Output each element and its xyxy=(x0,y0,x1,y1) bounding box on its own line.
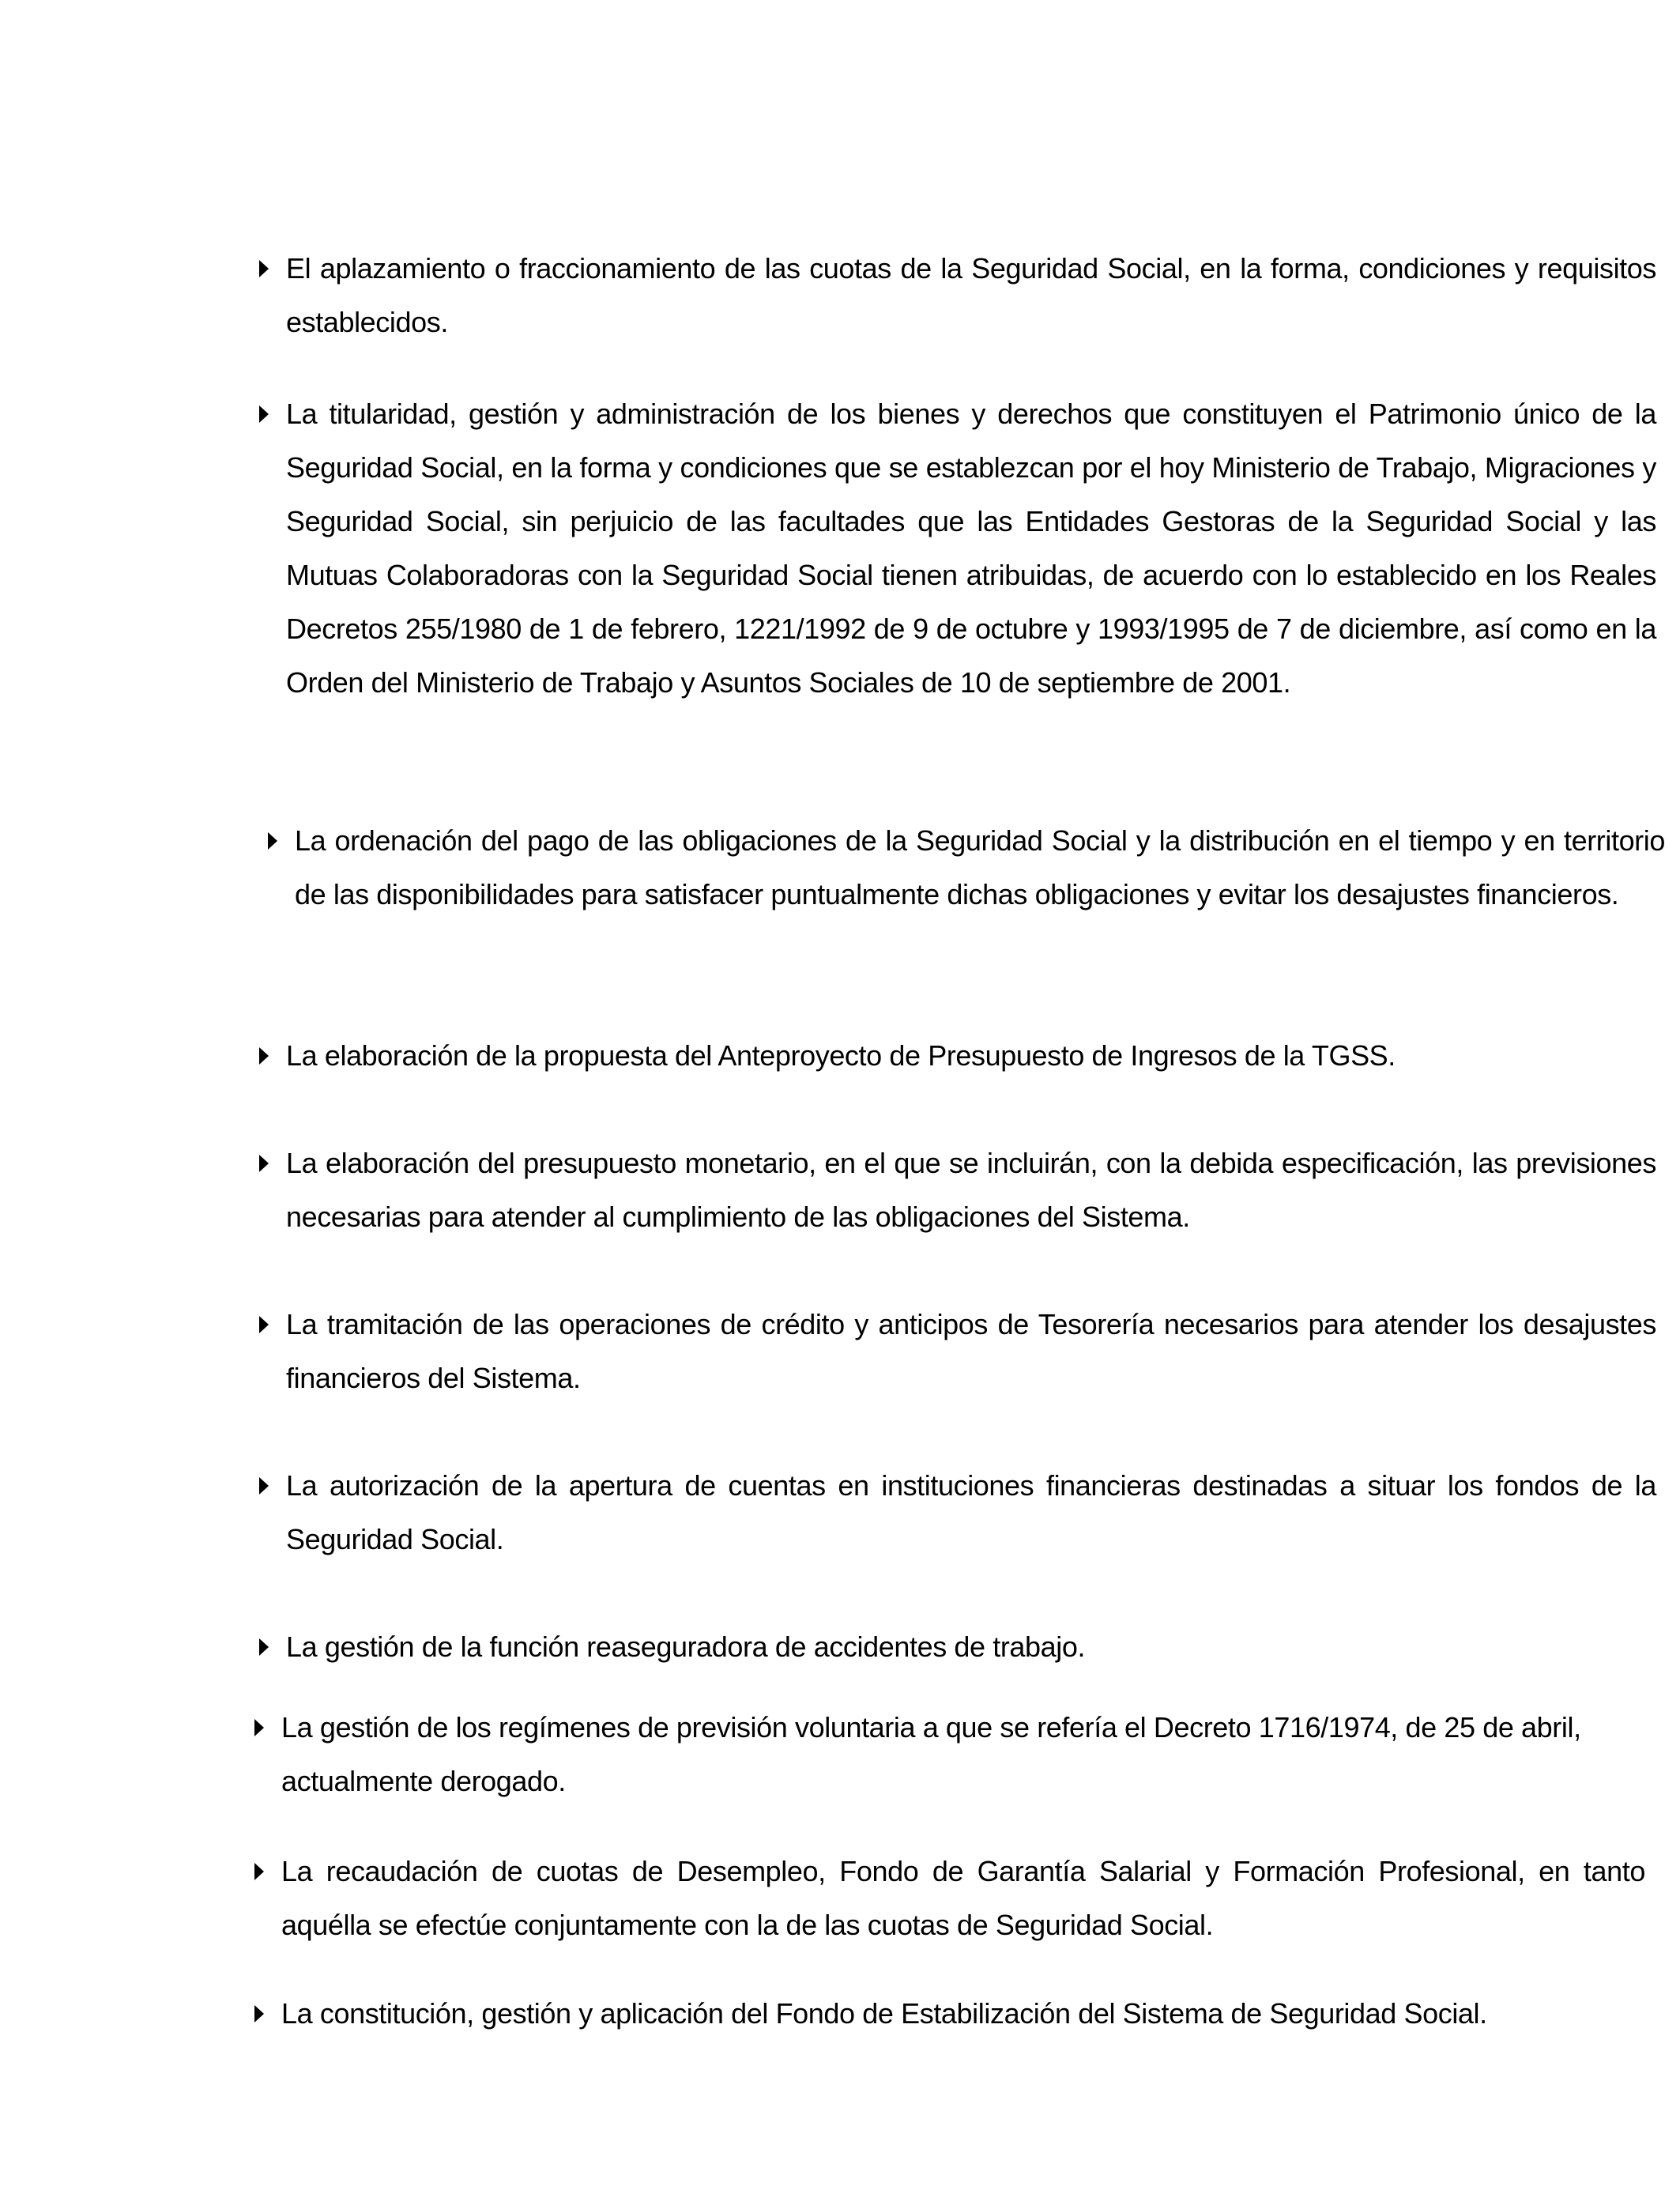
list-item-text: La ordenación del pago de las obligaciones de la Seguridad Social y la distribución en el tiempo y en territorio de las disponibilidades para satisfacer puntualmente dichas obligaciones y evitar los desajustes financieros. xyxy=(295,824,1665,910)
list-item-text: El aplazamiento o fraccionamiento de las cuotas de la Seguridad Social, en la forma, condiciones y requisitos establecidos. xyxy=(286,252,1656,338)
triangle-bullet-icon xyxy=(268,814,285,868)
triangle-bullet-icon xyxy=(259,242,277,296)
list-item xyxy=(268,814,1665,922)
list-item-text: La constitución, gestión y aplicación del Fondo de Estabilización del Sistema de Seguridad Social. xyxy=(281,1997,1487,2030)
triangle-bullet-icon xyxy=(254,1845,272,1898)
triangle-bullet-icon xyxy=(259,387,277,441)
list-item xyxy=(259,242,1656,349)
list-item-text: La gestión de la función reaseguradora de accidentes de trabajo. xyxy=(286,1630,1086,1663)
list-item xyxy=(259,1029,1656,1083)
triangle-bullet-icon xyxy=(254,1987,272,2041)
list-item xyxy=(259,387,1656,710)
list-item xyxy=(259,1620,1656,1674)
list-item xyxy=(254,1701,1645,1808)
list-item xyxy=(259,1298,1656,1405)
list-item-text: La gestión de los regímenes de previsión voluntaria a que se refería el Decreto 1716/1974, de 25 de abril, actualmente derogado. xyxy=(281,1711,1581,1797)
triangle-bullet-icon xyxy=(259,1029,277,1083)
triangle-bullet-icon xyxy=(254,1701,272,1755)
list-item xyxy=(259,1137,1656,1244)
list-item xyxy=(254,1845,1645,1952)
triangle-bullet-icon xyxy=(259,1459,277,1513)
list-item-text: La elaboración del presupuesto monetario, en el que se incluirán, con la debida especificación, las previsiones necesarias para atender al cumplimiento de las obligaciones del Sistema. xyxy=(286,1147,1656,1233)
triangle-bullet-icon xyxy=(259,1620,277,1674)
list-item xyxy=(259,1459,1656,1566)
list-item-text: La titularidad, gestión y administración de los bienes y derechos que constituyen el Patrimonio único de la Seguridad Social, en la forma y condiciones que se establezcan por el hoy Ministerio de Trabajo, Migraciones y Seguridad Social, sin perjuicio de las facultades que las Entidades Gestoras de la Seguridad Social y las Mutuas Colaboradoras con la Seguridad Social tienen atribuidas, de acuerdo con lo establecido en los Reales Decretos 255/1980 de 1 de febrero, 1221/1992 de 9 de octubre y 1993/1995 de 7 de diciembre, así como en la Orden del Ministerio de Trabajo y Asuntos Sociales de 10 de septiembre de 2001. xyxy=(286,398,1656,699)
list-item xyxy=(254,1987,1645,2041)
triangle-bullet-icon xyxy=(259,1298,277,1351)
triangle-bullet-icon xyxy=(259,1137,277,1190)
list-item-text: La recaudación de cuotas de Desempleo, Fondo de Garantía Salarial y Formación Profesional, en tanto aquélla se efectúe conjuntamente con la de las cuotas de Seguridad Social. xyxy=(281,1855,1645,1941)
list-item-text: La tramitación de las operaciones de crédito y anticipos de Tesorería necesarios para atender los desajustes financieros del Sistema. xyxy=(286,1308,1656,1394)
list-item-text: La autorización de la apertura de cuentas en instituciones financieras destinadas a situar los fondos de la Seguridad Social. xyxy=(286,1469,1656,1555)
list-item-text: La elaboración de la propuesta del Anteproyecto de Presupuesto de Ingresos de la TGSS. xyxy=(286,1039,1396,1072)
